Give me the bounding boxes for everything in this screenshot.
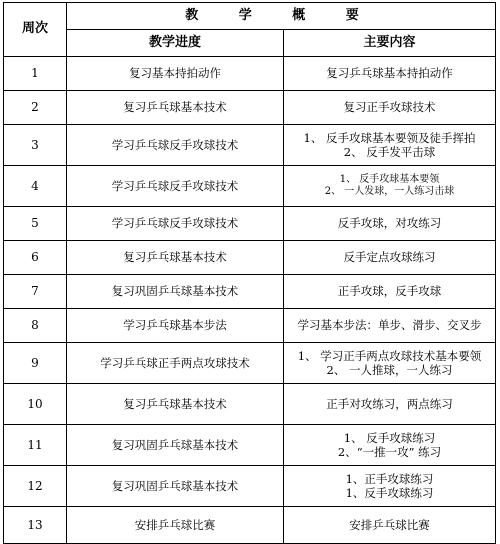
table-row (4, 91, 496, 125)
week-cell: 12 (4, 466, 67, 507)
week-header: 周次 (4, 3, 67, 57)
week-cell: 9 (4, 343, 67, 384)
content-line: 1、 反手攻球基本要领 (339, 173, 440, 185)
table-row (4, 207, 496, 241)
content-line: 1、反手攻球练习 (345, 486, 434, 500)
progress-cell: 学习乒乓球正手两点攻球技术 (67, 343, 284, 384)
week-cell: 8 (4, 309, 67, 343)
content-line: 1、 反手攻球基本要领及徒手挥拍 (303, 130, 476, 145)
content-line: 1、 学习正手两点攻球技术基本要领 (297, 348, 482, 363)
week-cell: 5 (4, 207, 67, 241)
week-cell: 2 (4, 91, 67, 125)
content-line: 2、 一人发球，一人练习击球 (324, 186, 455, 197)
content-cell (284, 384, 496, 425)
content-cell (284, 309, 496, 343)
content-cell (284, 425, 496, 466)
content-cell (284, 507, 496, 544)
content-cell (284, 125, 496, 166)
week-cell: 10 (4, 384, 67, 425)
content-cell (284, 166, 496, 207)
content-line: 正手攻球，反手攻球 (337, 284, 442, 299)
week-cell: 1 (4, 57, 67, 91)
table-row (4, 384, 496, 425)
content-line: 复习乒乓球基本持拍动作 (326, 66, 453, 81)
progress-cell: 复习巩固乒乓球基本技术 (67, 466, 284, 507)
content-line: 安排乒乓球比赛 (349, 517, 430, 532)
table-row (4, 125, 496, 166)
progress-cell: 复习基本持拍动作 (67, 57, 284, 91)
content-cell (284, 343, 496, 384)
progress-cell: 学习乒乓球反手攻球技术 (67, 125, 284, 166)
table-row (4, 425, 496, 466)
schedule-body (4, 57, 496, 544)
week-cell: 6 (4, 241, 67, 275)
table-row (4, 466, 496, 507)
header-row-sub (4, 30, 496, 57)
week-cell: 7 (4, 275, 67, 309)
table-row (4, 507, 496, 544)
table-row (4, 275, 496, 309)
table-row (4, 241, 496, 275)
week-cell: 3 (4, 125, 67, 166)
overview-header: 教 学 概 要 (67, 3, 496, 30)
progress-cell: 复习巩固乒乓球基本技术 (67, 425, 284, 466)
content-line: 2、 反手发平击球 (343, 145, 436, 159)
content-line: 反手定点攻球练习 (343, 250, 436, 265)
content-line: 1、正手攻球练习 (345, 471, 434, 486)
header-row-top (4, 3, 496, 30)
content-line: 1、 反手攻球练习 (343, 430, 436, 445)
week-cell: 13 (4, 507, 67, 544)
content-line: 2、 一人推球，一人练习 (326, 363, 453, 377)
week-cell: 4 (4, 166, 67, 207)
progress-cell: 学习乒乓球反手攻球技术 (67, 207, 284, 241)
teaching-schedule-table (3, 2, 496, 544)
content-line: 反手攻球，对攻练习 (337, 216, 442, 231)
content-line: 正手对攻练习，两点练习 (326, 396, 453, 411)
content-cell (284, 241, 496, 275)
content-header: 主要内容 (284, 30, 496, 57)
table-row (4, 166, 496, 207)
progress-cell: 复习乒乓球基本技术 (67, 241, 284, 275)
table-row (4, 309, 496, 343)
progress-header: 教学进度 (67, 30, 284, 57)
content-line: 学习基本步法：单步、滑步、交叉步 (297, 318, 482, 333)
content-cell (284, 57, 496, 91)
content-cell (284, 275, 496, 309)
content-cell (284, 466, 496, 507)
progress-cell: 复习乒乓球基本技术 (67, 91, 284, 125)
content-line: 2、“一推一攻” 练习 (337, 445, 442, 459)
table-row (4, 57, 496, 91)
week-cell: 11 (4, 425, 67, 466)
content-cell (284, 91, 496, 125)
progress-cell: 安排乒乓球比赛 (67, 507, 284, 544)
table-row (4, 343, 496, 384)
content-cell (284, 207, 496, 241)
progress-cell: 复习乒乓球基本技术 (67, 384, 284, 425)
progress-cell: 学习乒乓球基本步法 (67, 309, 284, 343)
progress-cell: 复习巩固乒乓球基本技术 (67, 275, 284, 309)
progress-cell: 学习乒乓球反手攻球技术 (67, 166, 284, 207)
content-line: 复习正手攻球技术 (343, 100, 436, 115)
